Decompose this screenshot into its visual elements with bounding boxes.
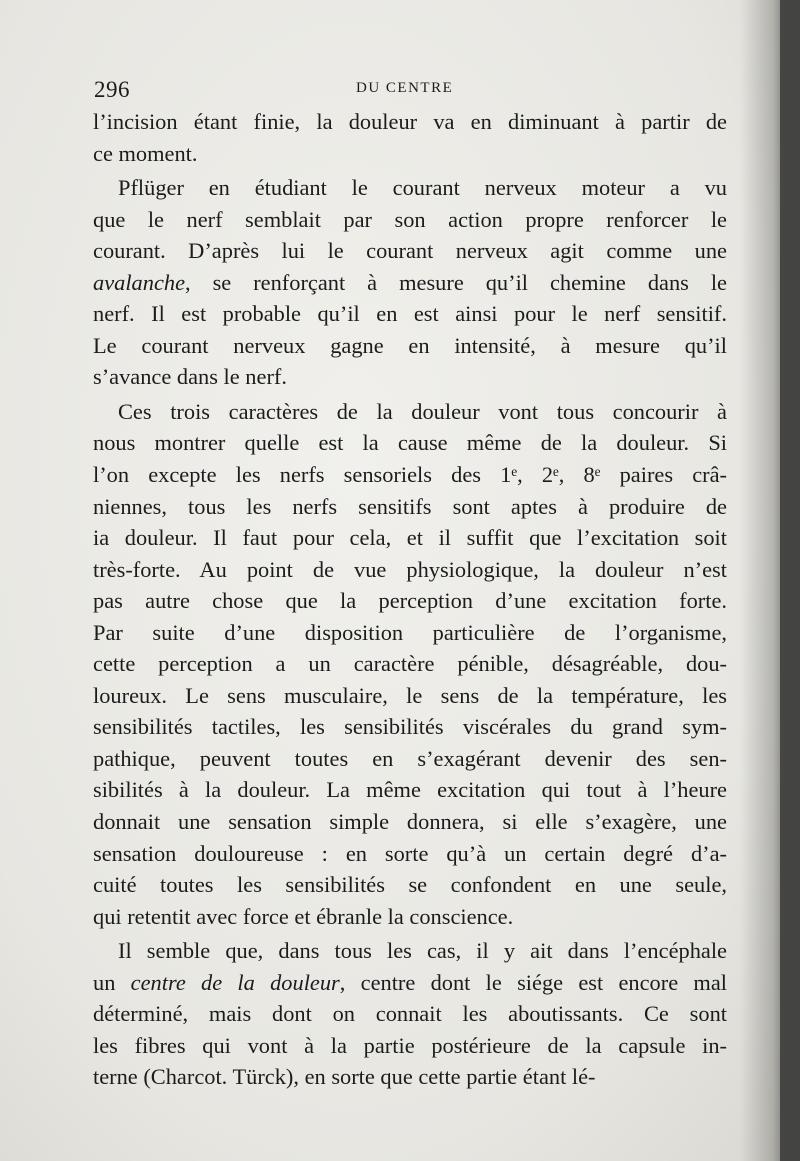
text-run: que le nerf semblait par son action propre renforcer le bbox=[93, 206, 727, 232]
text-run: très-forte. Au point de vue physiologique, la douleur n’est bbox=[93, 556, 727, 582]
text-run: ce moment. bbox=[93, 140, 198, 166]
text-run: terne (Charcot. Türck), en sorte que cette partie étant lé- bbox=[93, 1064, 596, 1090]
text-line bbox=[93, 617, 727, 649]
text-line bbox=[93, 330, 727, 362]
text-run: Le courant nerveux gagne en intensité, à mesure qu’il bbox=[93, 332, 727, 358]
text-run: pathique, peuvent toutes en s’exagérant devenir des sen- bbox=[93, 745, 727, 771]
text-line bbox=[93, 396, 727, 428]
text-line bbox=[93, 204, 727, 236]
text-line bbox=[93, 1030, 727, 1062]
text-line bbox=[93, 427, 727, 459]
text-run: l’incision étant finie, la douleur va en diminuant à partir de bbox=[93, 109, 727, 134]
paragraph bbox=[93, 106, 727, 169]
text-run: Par suite d’une disposition particulière de l’organisme, bbox=[93, 619, 727, 645]
text-run: déterminé, mais dont on connait les aboutissants. Ce sont bbox=[93, 1001, 727, 1027]
text-run: sensation douloureuse : en sorte qu’à un certain degré d’a- bbox=[93, 840, 727, 866]
text-line bbox=[93, 172, 727, 204]
text-run: , se renforçant à mesure qu’il chemine dans le bbox=[185, 269, 727, 295]
text-line bbox=[93, 491, 727, 523]
text-line bbox=[93, 711, 727, 743]
text-line bbox=[93, 459, 727, 491]
text-line bbox=[93, 235, 727, 267]
text-line bbox=[93, 267, 727, 299]
text-line bbox=[93, 522, 727, 554]
text-line bbox=[93, 869, 727, 901]
text-line bbox=[93, 901, 727, 933]
text-run: un bbox=[93, 969, 131, 995]
page-gutter-shadow bbox=[740, 0, 800, 1161]
text-run: sensibilités tactiles, les sensibilités viscérales du grand sym- bbox=[93, 714, 727, 740]
text-line bbox=[93, 935, 727, 967]
page-header bbox=[94, 77, 726, 107]
text-run: ia douleur. Il faut pour cela, et il suffit que l’excitation soit bbox=[93, 525, 727, 551]
paragraph bbox=[93, 935, 727, 1093]
text-run: Pflüger en étudiant le courant nerveux moteur a vu bbox=[118, 175, 727, 201]
text-run: loureux. Le sens musculaire, le sens de la température, les bbox=[93, 682, 727, 708]
text-run: sibilités à la douleur. La même excitation qui tout à l’heure bbox=[93, 777, 727, 803]
text-line bbox=[93, 998, 727, 1030]
italic-text: centre de la douleur bbox=[130, 969, 340, 995]
text-run: les fibres qui vont à la partie postérieure de la capsule in- bbox=[93, 1032, 727, 1058]
italic-text: avalanche bbox=[93, 269, 186, 295]
text-run: qui retentit avec force et ébranle la conscience. bbox=[93, 903, 514, 929]
text-line bbox=[93, 298, 727, 330]
text-run: Il semble que, dans tous les cas, il y ait dans l’encéphale bbox=[118, 938, 727, 964]
text-line bbox=[93, 743, 727, 775]
text-line bbox=[93, 806, 727, 838]
text-line bbox=[93, 838, 727, 870]
text-run: s’avance dans le nerf. bbox=[93, 364, 287, 390]
text-run: donnait une sensation simple donnera, si elle s’exagère, une bbox=[93, 809, 727, 835]
text-line bbox=[93, 648, 727, 680]
text-line bbox=[93, 138, 727, 170]
paragraph bbox=[93, 396, 727, 932]
text-run: cette perception a un caractère pénible, désagréable, dou- bbox=[93, 651, 727, 677]
text-line bbox=[93, 967, 727, 999]
text-run: pas autre chose que la perception d’une excitation forte. bbox=[93, 588, 727, 614]
paragraph bbox=[93, 172, 727, 393]
text-line bbox=[93, 554, 727, 586]
text-run: nous montrer quelle est la cause même de la douleur. Si bbox=[93, 430, 727, 456]
text-run: l’on excepte les nerfs sensoriels des 1ᵉ, 2ᵉ, 8ᵉ paires crâ- bbox=[93, 462, 727, 488]
running-title: DU CENTRE bbox=[356, 80, 454, 96]
text-run: nerf. Il est probable qu’il en est ainsi pour le nerf sensitif. bbox=[93, 301, 727, 327]
text-run: , centre dont le siége est encore mal bbox=[339, 969, 727, 995]
text-line bbox=[93, 106, 727, 138]
text-line bbox=[93, 585, 727, 617]
text-run: courant. D’après lui le courant nerveux agit comme une bbox=[93, 238, 727, 264]
text-run: cuité toutes les sensibilités se confondent en une seule, bbox=[93, 872, 727, 898]
text-line bbox=[93, 1061, 727, 1093]
text-run: Ces trois caractères de la douleur vont tous concourir à bbox=[118, 398, 727, 424]
text-line bbox=[93, 680, 727, 712]
body-text bbox=[93, 106, 727, 1093]
text-run: niennes, tous les nerfs sensitifs sont aptes à produire de bbox=[93, 493, 727, 519]
page-number: 296 bbox=[94, 77, 130, 102]
text-line bbox=[93, 361, 727, 393]
text-line bbox=[93, 774, 727, 806]
